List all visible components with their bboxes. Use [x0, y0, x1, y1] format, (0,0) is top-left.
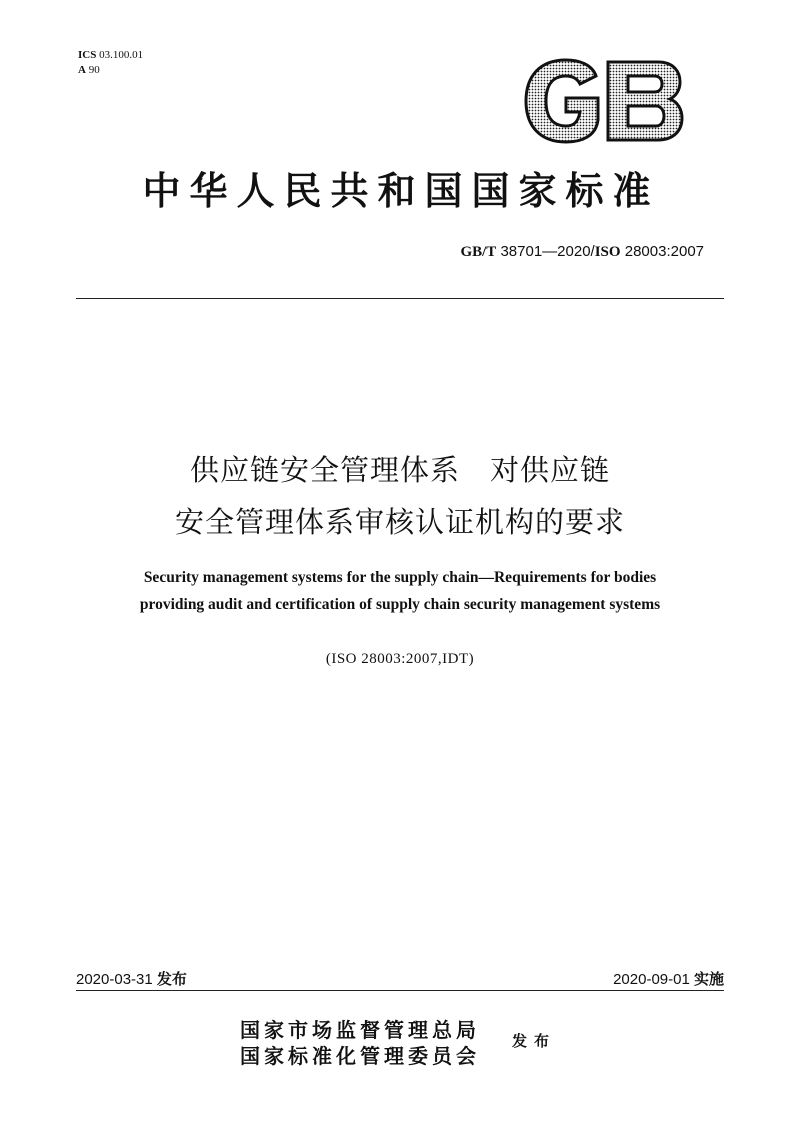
std-prefix: GB/T [460, 244, 497, 260]
implement-label: 实施 [693, 970, 724, 988]
gb-logo [522, 58, 684, 144]
publish-label: 发布 [512, 1032, 557, 1050]
ccs-label: A [78, 64, 86, 76]
classification-codes [78, 48, 143, 78]
ics-line [78, 48, 143, 63]
issuer-sac: 国家标准化管理委员会 [240, 1044, 480, 1068]
implement-date-value: 2020-09-01 [613, 971, 690, 988]
ccs-line [78, 63, 143, 78]
title-en-line1: Security management systems for the supply chain—Requirements for bodies [143, 569, 657, 586]
iso-prefix: ISO [594, 244, 621, 260]
title-cn-line2: 安全管理体系审核认证机构的要求 [174, 505, 625, 539]
national-standard-heading: 中华人民共和国国家标准 [142, 168, 660, 213]
ccs-code: 90 [88, 64, 100, 76]
iso-number: 28003:2007 [624, 243, 704, 260]
issuer-samr: 国家市场监督管理总局 [240, 1018, 480, 1042]
issue-date [76, 968, 187, 989]
issue-date-value: 2020-03-31 [76, 971, 153, 988]
ics-label: ICS [78, 49, 97, 61]
footer-divider [76, 990, 724, 991]
issue-label: 发布 [156, 970, 187, 988]
implement-date [613, 968, 724, 989]
title-en-line2: providing audit and certification of supply chain security management systems [139, 596, 661, 613]
std-number: 38701—2020/ [500, 243, 595, 260]
standard-number [460, 243, 704, 261]
iso-equivalence: (ISO 28003:2007,IDT) [325, 651, 475, 667]
header-divider [76, 298, 724, 299]
title-cn-line1: 供应链安全管理体系 对供应链 [189, 453, 610, 487]
ics-code: 03.100.01 [99, 49, 144, 61]
